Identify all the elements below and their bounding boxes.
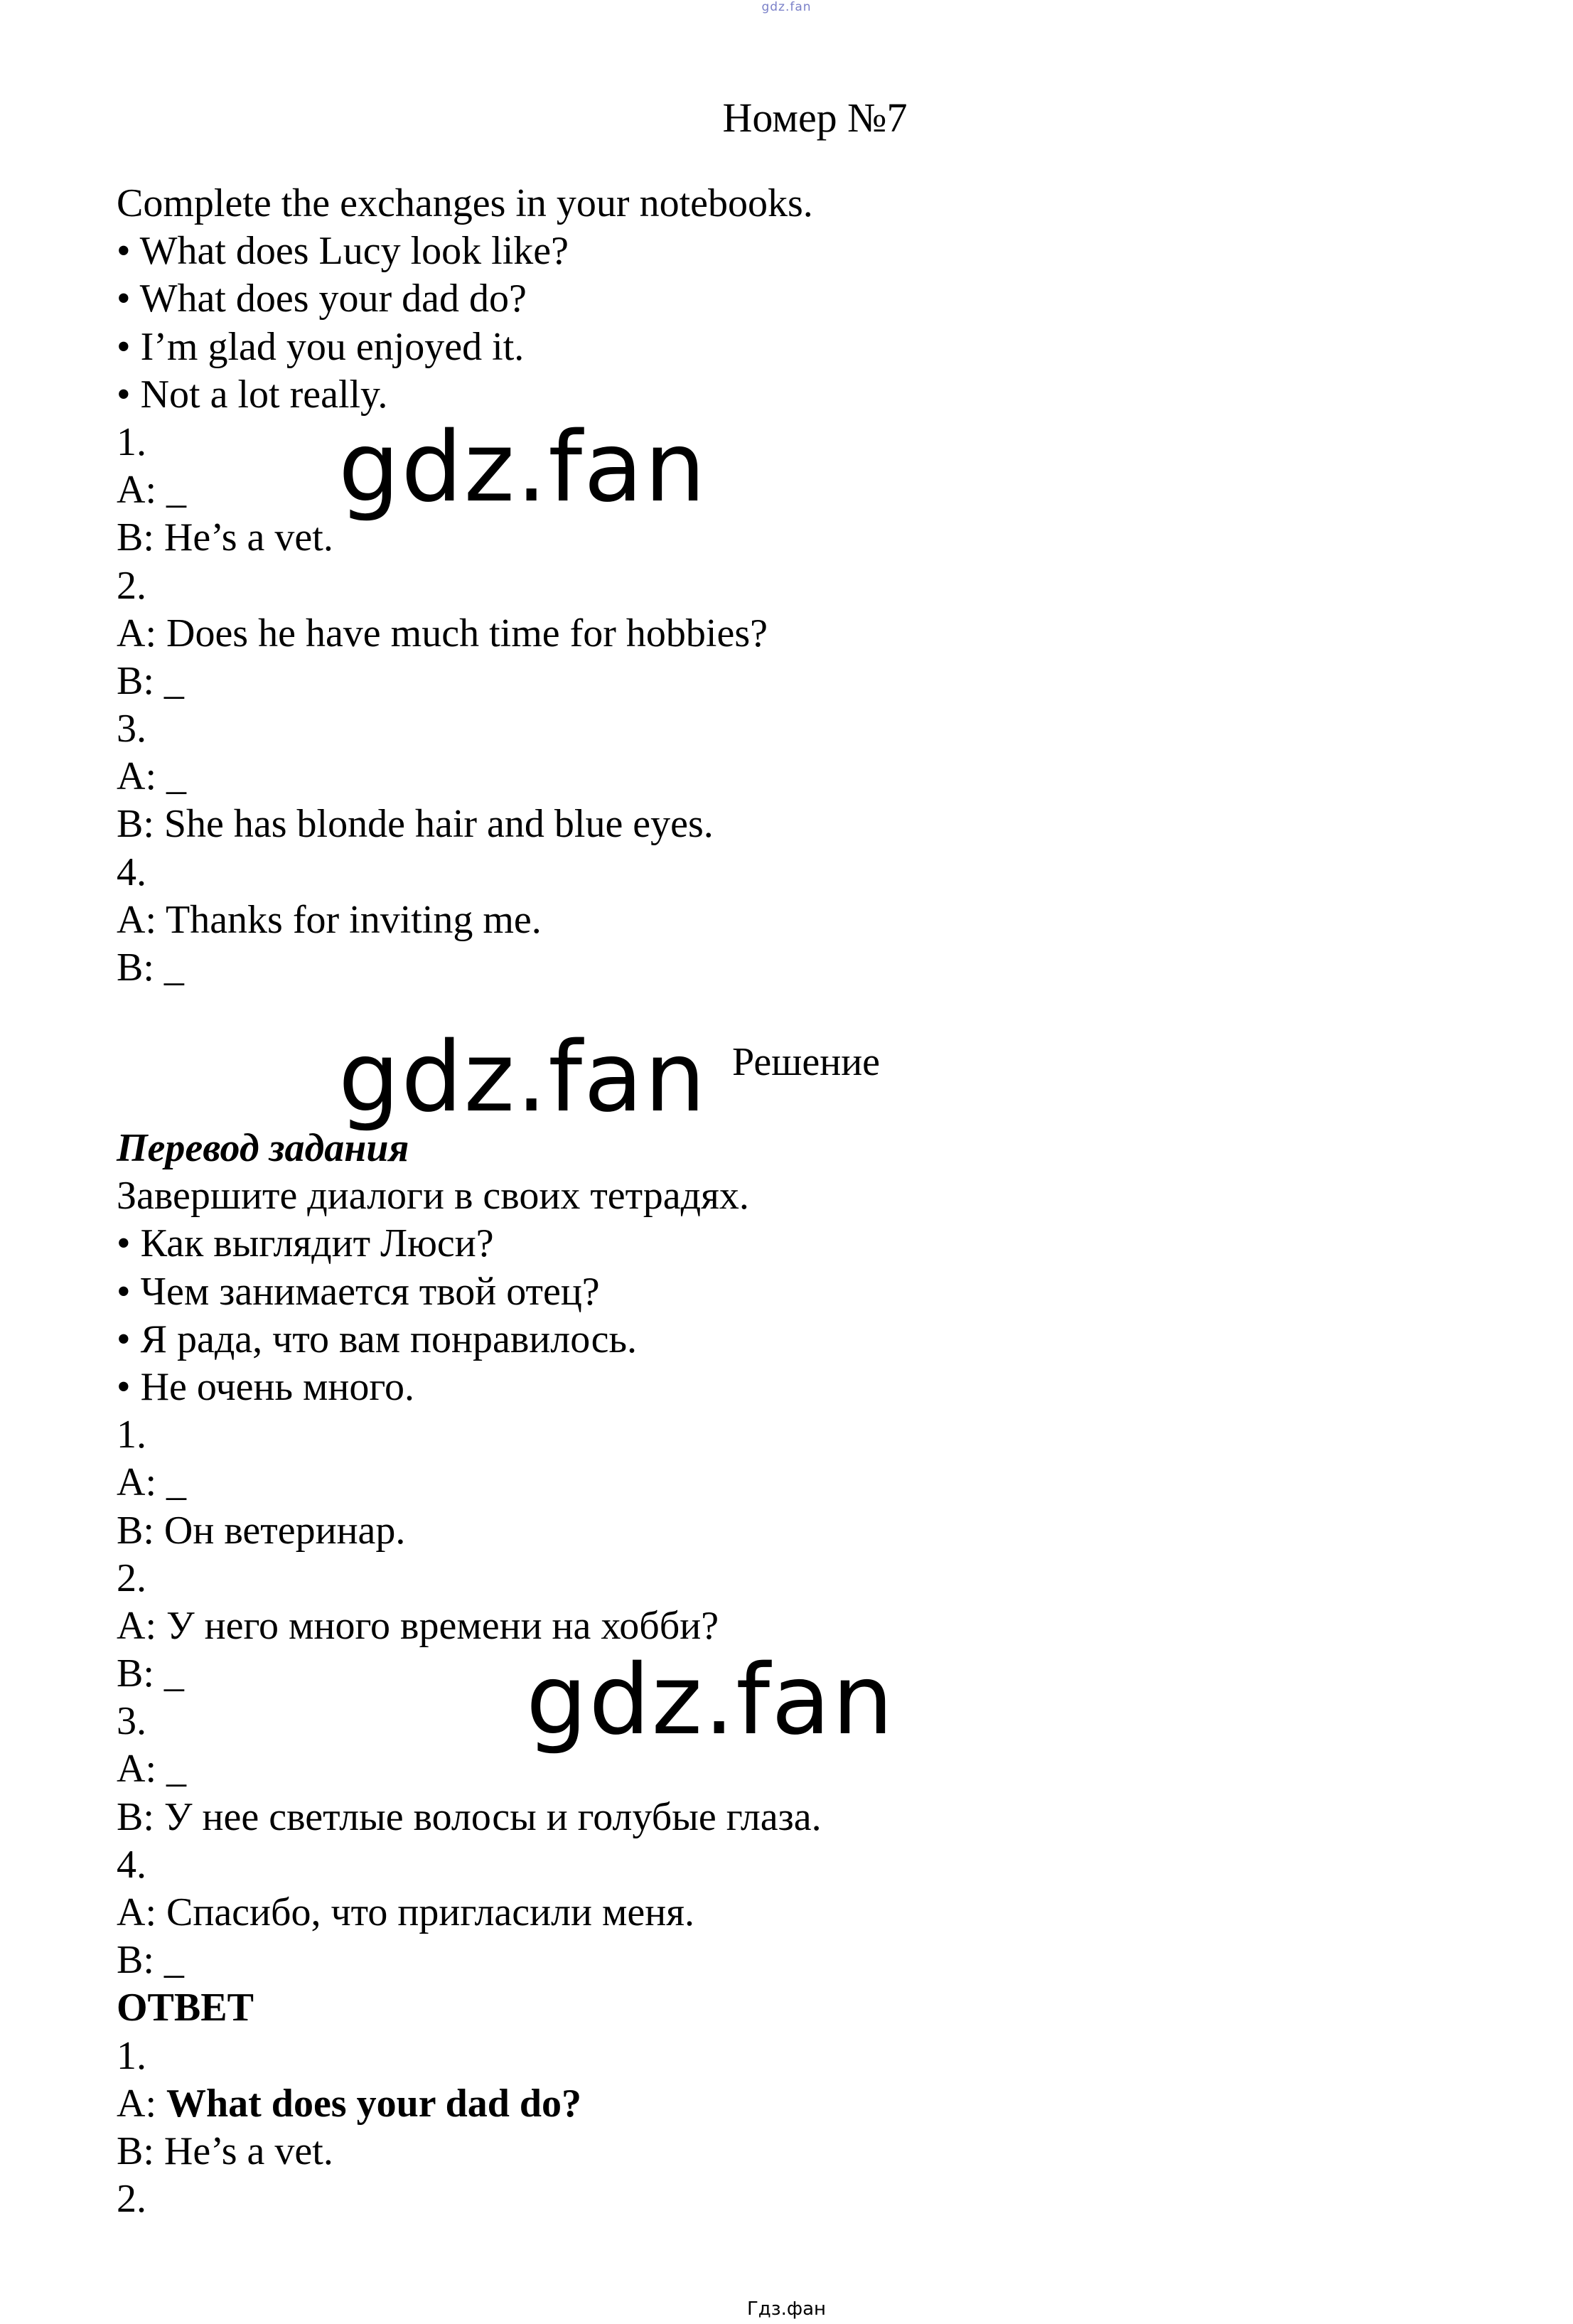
answer-line-b: B: He’s a vet. [117, 2128, 333, 2173]
translation-option: • Как выглядит Люси? [117, 1221, 494, 1266]
answer-line-a [117, 2080, 1516, 2128]
dialogue-line-b: B: Он ветеринар. [117, 1508, 406, 1553]
watermark: gdz.fan [338, 412, 707, 524]
dialogue-line-b: B: She has blonde hair and blue eyes. [117, 802, 714, 847]
dialogue-line-b: B: _ [117, 658, 184, 703]
dialogue-line-a: A: Thanks for inviting me. [117, 897, 542, 942]
dialogue-line-a: A: _ [117, 754, 186, 799]
translation-option: • Не очень много. [117, 1364, 414, 1409]
dialogue-line-a: A: _ [117, 1747, 186, 1792]
answer-prefix: A: [117, 2081, 166, 2126]
translation-heading: Перевод задания [117, 1126, 409, 1170]
solution-label: Решение [732, 1040, 881, 1084]
dialogue-number: 3. [117, 707, 146, 751]
answer-bold-text: What does your dad do? [166, 2081, 582, 2126]
dialogue-number: 4. [117, 1842, 146, 1887]
answer-heading: ОТВЕТ [117, 1986, 254, 2030]
task-option: • Not a lot really. [117, 372, 388, 417]
watermark: gdz.fan [338, 1022, 707, 1134]
dialogue-line-a: A: Спасибо, что пригласили меня. [117, 1890, 695, 1934]
task-instruction: Complete the exchanges in your notebooks. [117, 181, 813, 225]
dialogue-line-a: A: Does he have much time for hobbies? [117, 611, 768, 655]
dialogue-line-b: B: _ [117, 1938, 184, 1983]
dialogue-number: 4. [117, 850, 146, 894]
task-block [117, 180, 1516, 992]
dialogue-line-a: A: У него много времени на хобби? [117, 1603, 719, 1648]
dialogue-number: 2. [117, 1555, 146, 1600]
watermark: gdz.fan [526, 1644, 895, 1757]
top-watermark: gdz.fan [761, 0, 812, 14]
translation-option: • Я рада, что вам понравилось. [117, 1317, 637, 1361]
answer-number: 2. [117, 2177, 146, 2222]
dialogue-number: 3. [117, 1699, 146, 1744]
answer-number: 1. [117, 2033, 146, 2078]
task-option: • I’m glad you enjoyed it. [117, 324, 525, 369]
page-title: Номер №7 [722, 95, 908, 141]
dialogue-line-b: B: He’s a vet. [117, 515, 333, 560]
dialogue-line-b: B: _ [117, 1651, 184, 1696]
dialogue-line-b: B: _ [117, 946, 184, 990]
dialogue-number: 2. [117, 563, 146, 608]
translation-option: • Чем занимается твой отец? [117, 1269, 600, 1314]
task-option: • What does your dad do? [117, 277, 527, 321]
dialogue-number: 1. [117, 1413, 146, 1457]
dialogue-line-a: A: _ [117, 1460, 186, 1505]
dialogue-line-b: B: У нее светлые волосы и голубые глаза. [117, 1794, 822, 1839]
dialogue-line-a: A: _ [117, 468, 186, 513]
dialogue-number: 1. [117, 419, 146, 464]
translation-instruction: Завершите диалоги в своих тетрадях. [117, 1174, 749, 1219]
footer-label: Гдз.фан [746, 2298, 827, 2320]
task-option: • What does Lucy look like? [117, 229, 569, 274]
